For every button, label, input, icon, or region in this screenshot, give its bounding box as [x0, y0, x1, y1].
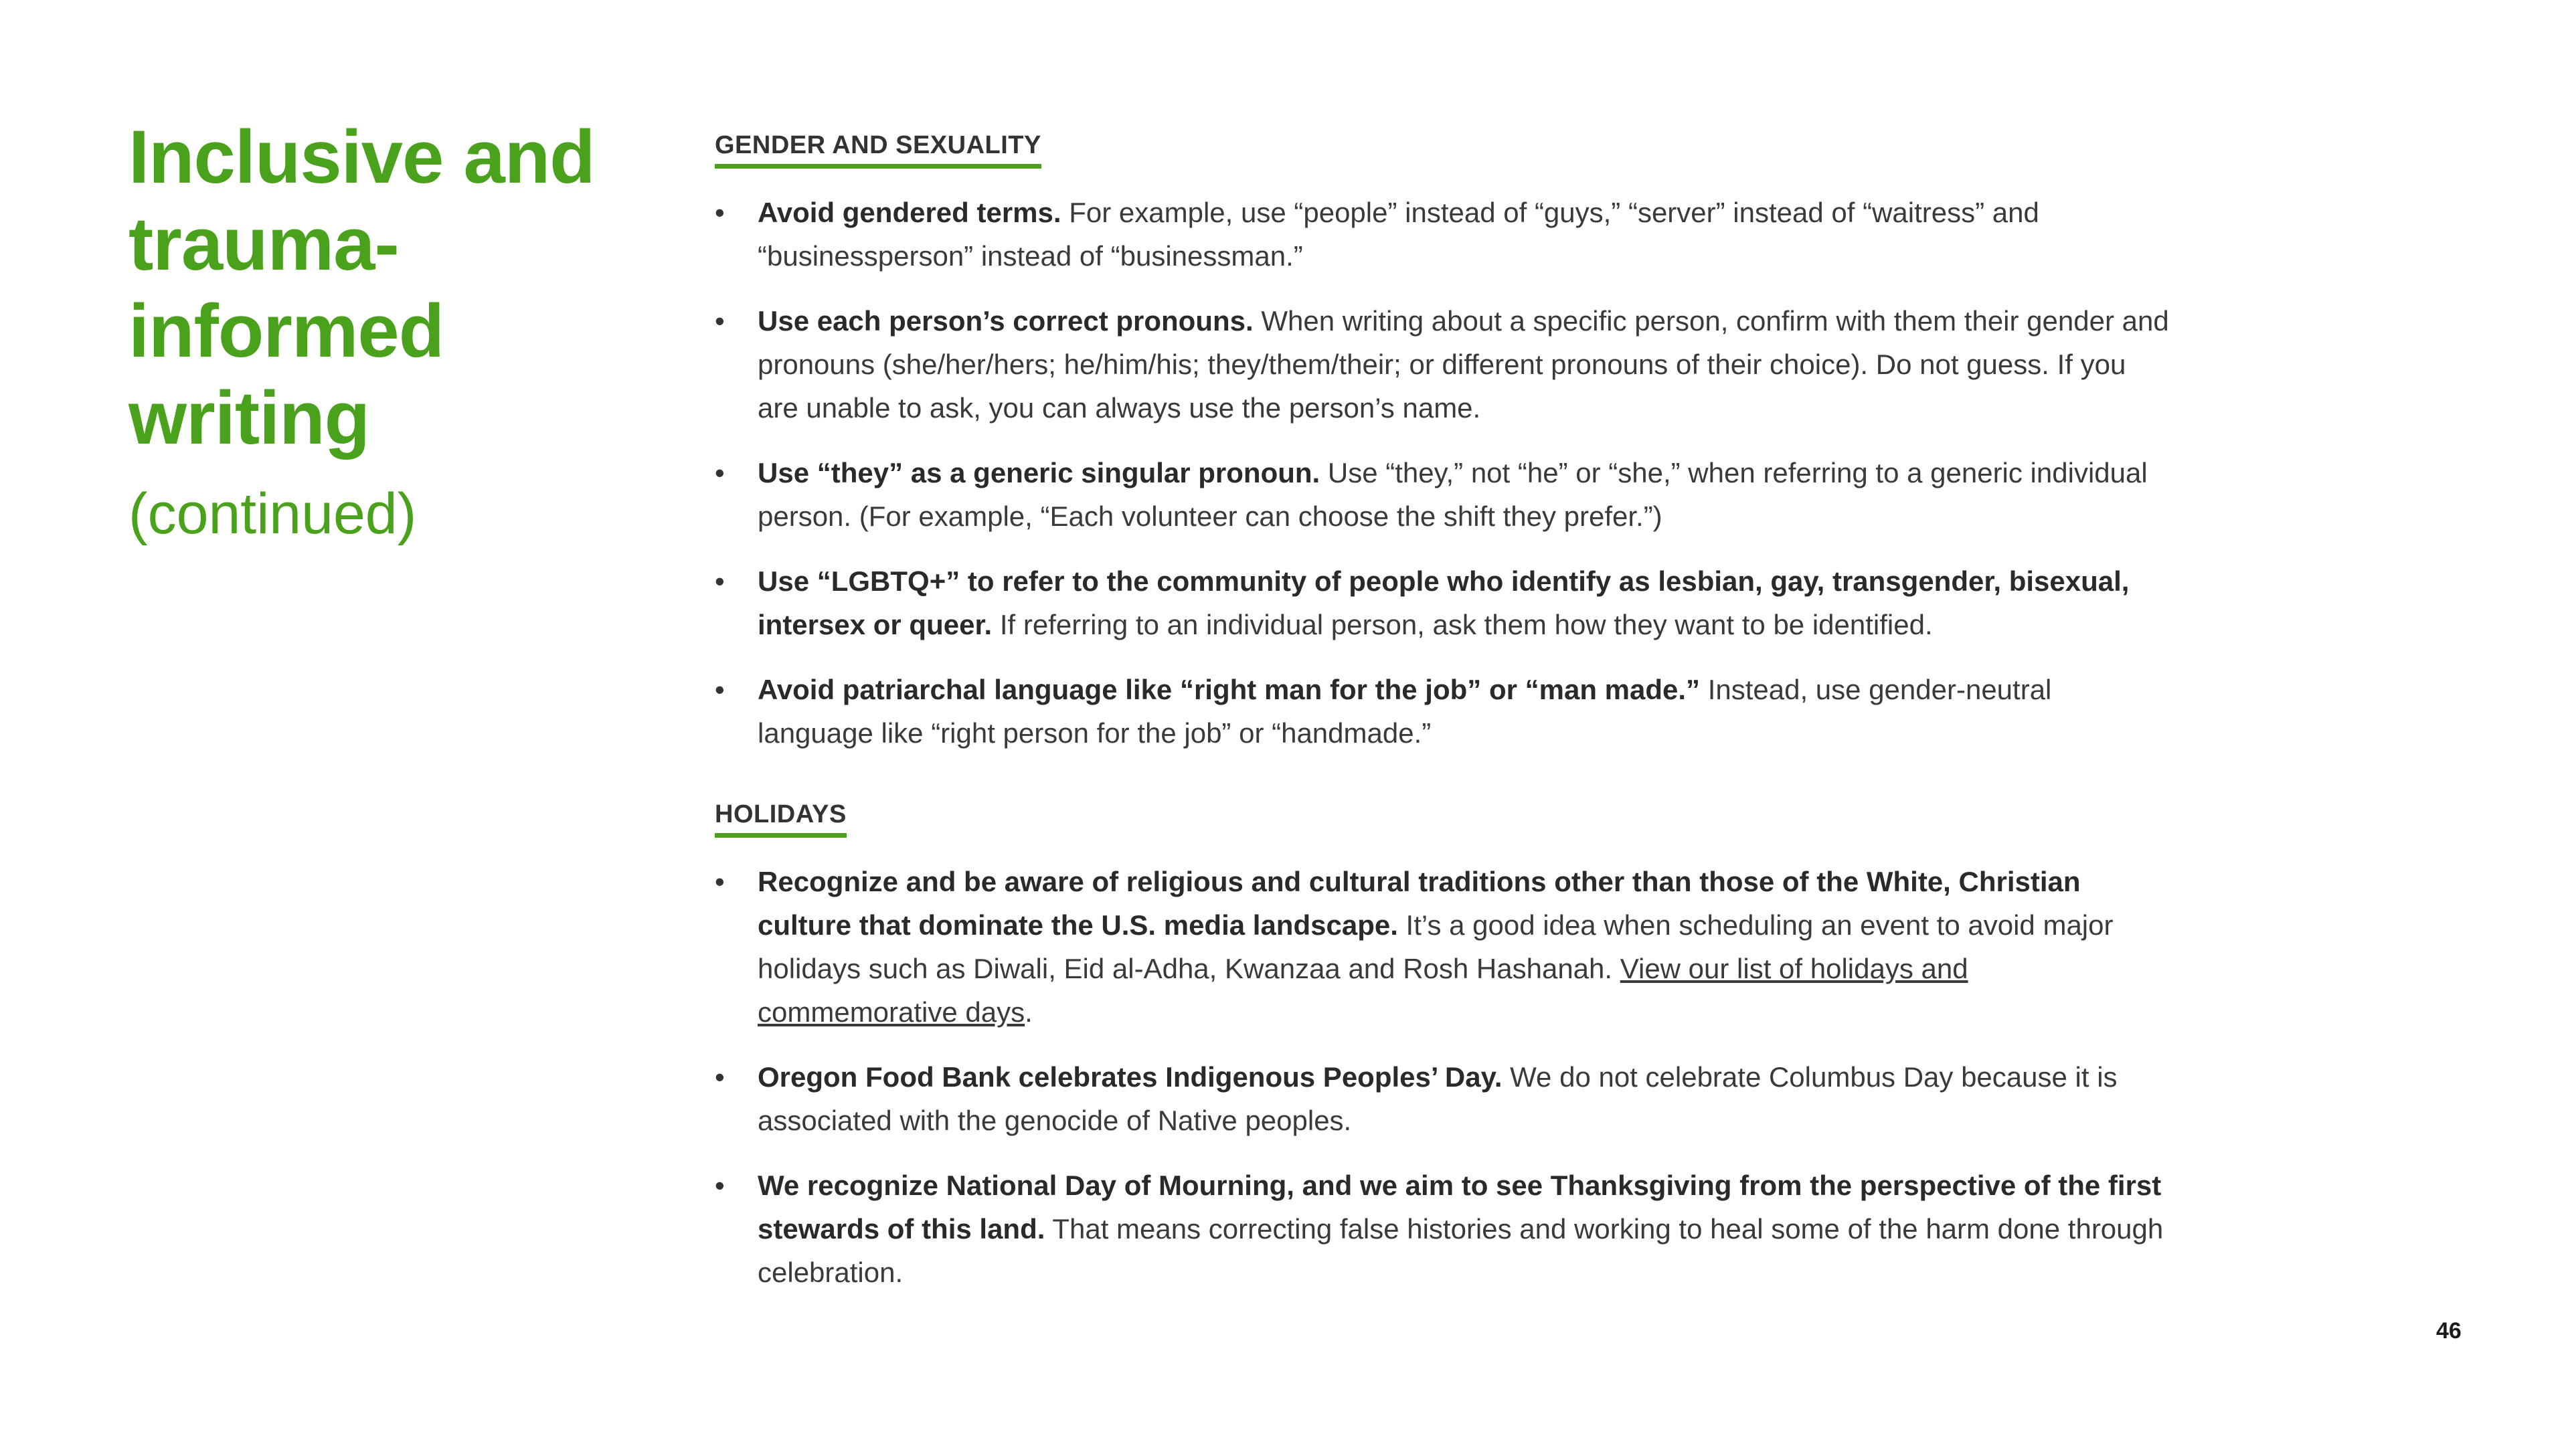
bullet-icon: •	[715, 457, 725, 488]
list-item: • Avoid gendered terms. For example, use “people” instead of “guys,” “server” instead of “waitress” and “businessperson” instead of “businessman.”	[715, 191, 2174, 278]
list-item: • Use each person’s correct pronouns. When writing about a specific person, confirm with them their gender and pronouns (she/her/hers; he/him/his; they/them/their; or different pronouns of their choice). Do not guess. If you are unable to ask, you can always use the person’s name.	[715, 299, 2174, 430]
list-item: • Recognize and be aware of religious and cultural traditions other than those of the White, Christian culture that dominate the U.S. media landscape. It’s a good idea when scheduling an event to avoid major holidays such as Diwali, Eid al-Adha, Kwanzaa and Rosh Hashanah. View our list of holidays and commemorative days.	[715, 860, 2174, 1034]
holidays-list	[715, 860, 2174, 1315]
holidays-list-link[interactable]: View our list of holidays and commemorative days	[758, 953, 1968, 1028]
section-heading-gender: GENDER AND SEXUALITY	[715, 131, 1041, 169]
bullet-icon: •	[715, 674, 725, 705]
list-item: • Avoid patriarchal language like “right man for the job” or “man made.” Instead, use gender-neutral language like “right person for the job” or “handmade.”	[715, 668, 2174, 755]
bullet-icon: •	[715, 565, 725, 597]
bullet-icon: •	[715, 866, 725, 897]
page-number: 46	[2436, 1318, 2462, 1344]
gender-list	[715, 191, 2174, 776]
bullet-icon: •	[715, 1061, 725, 1093]
bullet-icon: •	[715, 305, 725, 337]
page-subtitle: (continued)	[128, 482, 417, 546]
list-item: • Use “they” as a generic singular pronoun. Use “they,” not “he” or “she,” when referring to a generic individual person. (For example, “Each volunteer can choose the shift they prefer.”)	[715, 451, 2174, 538]
list-item: • We recognize National Day of Mourning, and we aim to see Thanksgiving from the perspective of the first stewards of this land. That means correcting false histories and working to heal some of the harm done through celebration.	[715, 1164, 2174, 1294]
bullet-icon: •	[715, 197, 725, 228]
list-item: • Oregon Food Bank celebrates Indigenous Peoples’ Day. We do not celebrate Columbus Day because it is associated with the genocide of Native peoples.	[715, 1055, 2174, 1142]
bullet-icon: •	[715, 1170, 725, 1201]
page-title: Inclusive and trauma-informed writing	[128, 115, 595, 460]
section-heading-holidays: HOLIDAYS	[715, 800, 847, 838]
list-item: • Use “LGBTQ+” to refer to the community of people who identify as lesbian, gay, transgender, bisexual, intersex or queer. If referring to an individual person, ask them how they want to be identified.	[715, 559, 2174, 646]
